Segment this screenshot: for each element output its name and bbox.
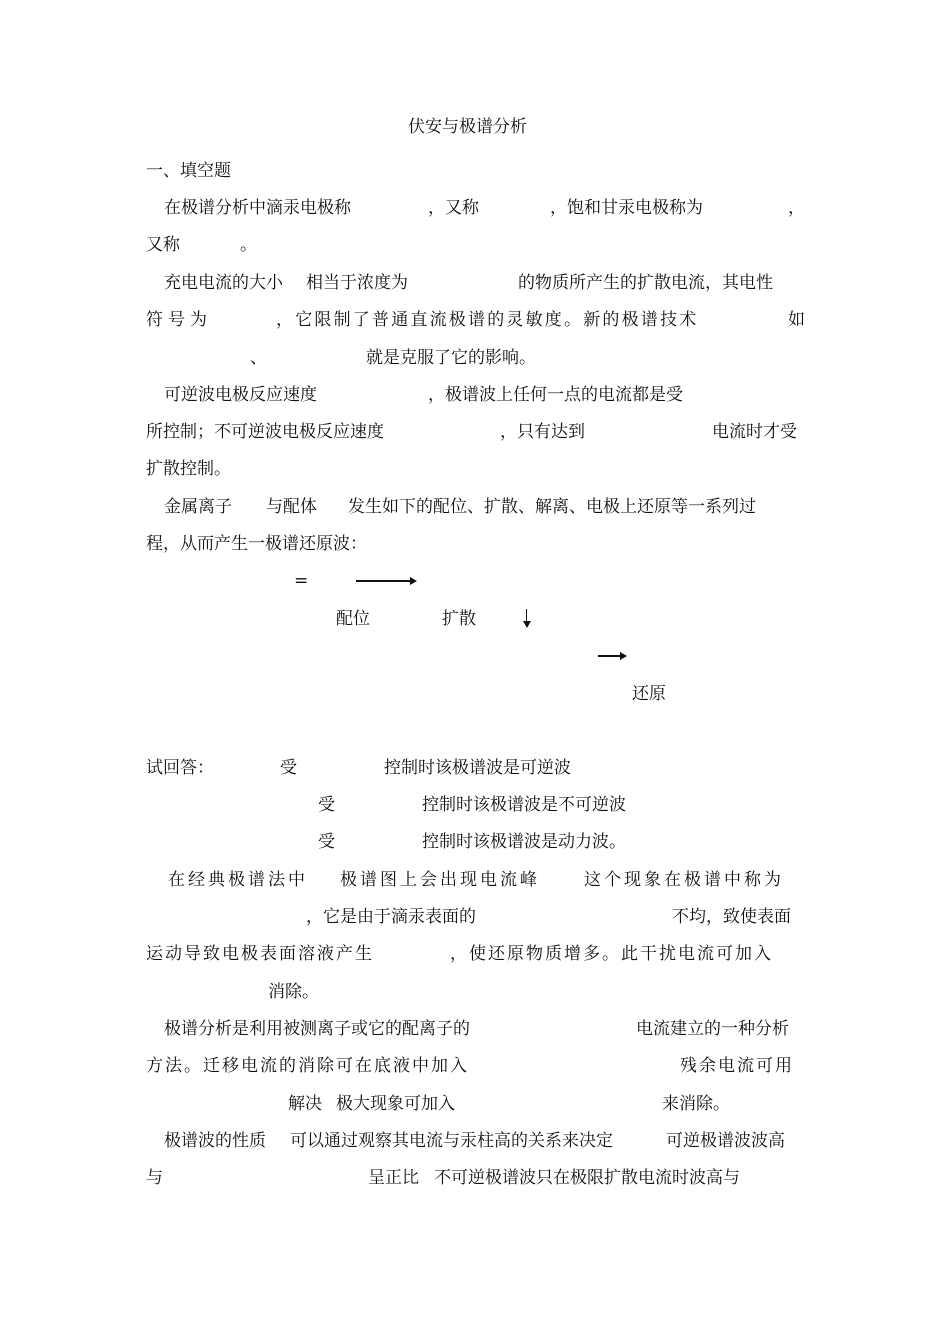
p7-text: 来消除。 [662,1094,730,1114]
p3-text: 可逆波电极反应速度 [164,385,317,405]
arrow-right-icon [620,652,627,660]
p6-text: 运动导致电极表面溶液产生 [146,944,374,964]
p6-text: ，它是由于滴汞表面的 [306,907,476,927]
p6-text: 这个现象在极谱中称为 [584,870,784,890]
p7-text: 解决 [288,1094,322,1114]
p6-text: 在经典极谱法中 [168,870,308,890]
p6-text: 极谱图上会出现电流峰 [340,870,540,890]
p2-text: 充电电流的大小 [164,273,283,293]
page-title: 伏安与极谱分析 [408,117,527,137]
p3-text: ，只有达到 [500,422,585,442]
p5-text: 受 [318,832,335,852]
p6-text: 消除。 [268,982,319,1002]
p1-text: ，又称 [428,198,479,218]
p8-text: 可逆极谱波波高 [666,1131,785,1151]
p4-text: 金属离子 [164,497,232,517]
p5-text: 试回答： [146,758,214,778]
p5-text: 控制时该极谱波是不可逆波 [422,795,626,815]
p7-text: 残余电流可用 [680,1056,794,1076]
p2-text: 、 [250,348,267,368]
p5-text: 受 [280,758,297,778]
p1-text: ， [788,198,805,218]
p8-text: 极谱波的性质 [164,1131,266,1151]
p7-text: 电流建立的一种分析 [636,1019,789,1039]
p2-text: 相当于浓度为 [306,273,408,293]
p6-text: ，使还原物质增多。此干扰电流可加入 [450,944,773,964]
p3-text: 扩散控制。 [146,459,231,479]
p2-text: 就是克服了它的影响。 [366,348,536,368]
p4-text: 程，从而产生一极谱还原波： [146,534,367,554]
arrow-down-icon [523,621,531,628]
arrow-line [356,580,410,582]
p7-text: 极大现象可加入 [336,1094,455,1114]
p8-text: 呈正比 [368,1168,419,1188]
p4-text: 发生如下的配位、扩散、解离、电极上还原等一系列过 [348,497,756,517]
p2-text: ，它限制了普通直流极谱的灵敏度。新的极谱技术 [276,310,699,330]
p2-text: 如 [788,310,805,330]
section-heading: 一、填空题 [146,161,231,181]
p1-text: 。 [240,235,257,255]
p3-text: 所控制；不可逆波电极反应速度 [146,422,384,442]
p5-text: 控制时该极谱波是动力波。 [422,832,626,852]
p7-text: 极谱分析是利用被测离子或它的配离子的 [164,1019,470,1039]
label-coordination: 配位 [336,609,370,629]
p1-text: ，饱和甘汞电极称为 [550,198,703,218]
p5-text: 受 [318,795,335,815]
arrow-line [598,655,620,657]
label-diffusion: 扩散 [442,609,476,629]
equilibrium-sign: = [294,571,309,591]
p3-text: 电流时才受 [712,422,797,442]
p3-text: ，极谱波上任何一点的电流都是受 [428,385,683,405]
p4-text: 与配体 [266,497,317,517]
p7-text: 方法。迁移电流的消除可在底液中加入 [146,1056,469,1076]
p2-text: 符号为 [146,310,212,330]
p8-text: 不可逆极谱波只在极限扩散电流时波高与 [434,1168,740,1188]
p8-text: 可以通过观察其电流与汞柱高的关系来决定 [290,1131,613,1151]
p5-text: 控制时该极谱波是可逆波 [384,758,571,778]
p8-text: 与 [146,1168,163,1188]
p2-text: 的物质所产生的扩散电流，其电性 [518,273,773,293]
p1-text: 又称 [146,235,180,255]
arrow-right-icon [410,577,417,585]
p1-text: 在极谱分析中滴汞电极称 [164,198,351,218]
label-reduction: 还原 [632,684,666,704]
p6-text: 不均，致使表面 [672,907,791,927]
